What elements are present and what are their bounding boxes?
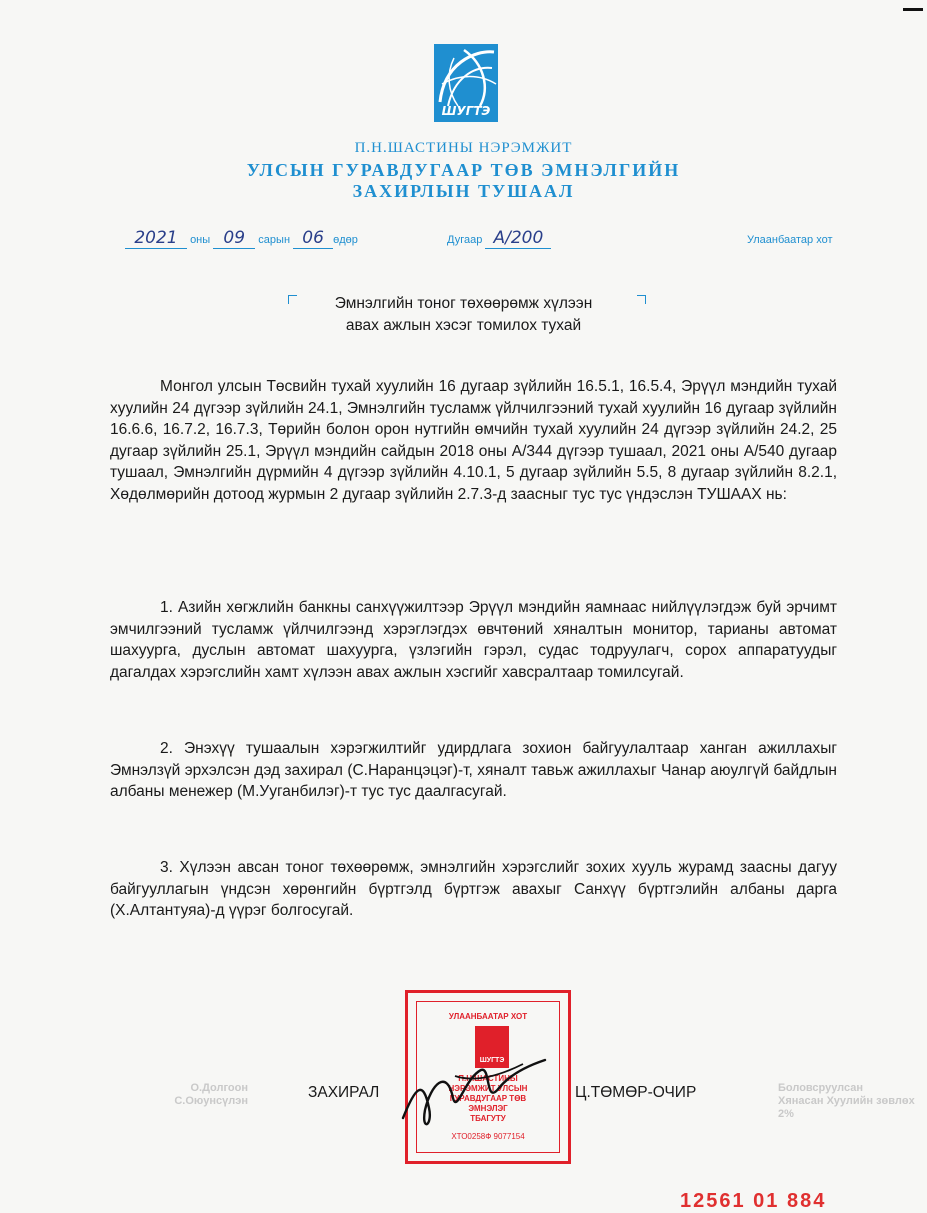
order-item-2: 2. Энэхүү тушаалын хэрэгжилтийг удирдлага зохион байгуулалтаар ханган ажиллахыг Эмнэлзүй эрхэлсэн дэд захирал (С.Наранцэцэг)-т, хяналт тавьж ажиллахыг Чанар аюулгүй байдлын албаны менежер (М.Ууганбилэг)-т тус тус даалгасугай. — [110, 740, 837, 800]
stamp-line-4: ЭМНЭЛЭГ — [468, 1104, 508, 1113]
date-field — [125, 228, 358, 249]
stamp-line-1: П.Н.ШАСТИНЫ — [458, 1074, 518, 1083]
order-title-line-1: Эмнэлгийн тоног төхөөрөмж хүлээн — [334, 295, 593, 312]
header-line-3: ЗАХИРЛЫН ТУШААЛ — [352, 181, 575, 201]
place-label: Улаанбаатар хот — [747, 234, 833, 246]
stamp-logo-icon: ШУГТЭ — [475, 1026, 509, 1068]
logo-text: ШУГТЭ — [441, 104, 491, 118]
order-number-value: A/200 — [485, 228, 551, 249]
stamp-line-5: ТБАГУТУ — [470, 1114, 506, 1123]
order-number-label: Дугаар — [447, 234, 483, 246]
stamp-top-text: УЛААНБААТАР ХОТ — [448, 1012, 528, 1021]
order-item-3: 3. Хүлээн авсан тоног төхөөрөмж, эмнэлгийн хэрэгслийг зохих хууль журамд заасны дагуу байгууллагын үндсэн хөрөнгийн бүртгэлд бүртгэж авахыг Санхүү бүртгэлийн албаны дарга (Х.Алтантуяа)-д үүрэг болгосугай. — [110, 859, 837, 919]
header-line-2: УЛСЫН ГУРАВДУГААР ТӨВ ЭМНЭЛГИЙН — [246, 160, 681, 180]
header-line-1: П.Н.ШАСТИНЫ НЭРЭМЖИТ — [354, 140, 573, 156]
stamp-bottom-text: ХТО0258Ф 9077154 — [451, 1132, 525, 1141]
order-number-field — [447, 228, 551, 249]
order-title-line-2: авах ажлын хэсэг томилох тухай — [345, 317, 582, 334]
date-day: 06 — [293, 228, 333, 249]
date-month: 09 — [213, 228, 255, 249]
signature-title: ЗАХИРАЛ — [308, 1084, 380, 1101]
signatory-name: Ц.ТӨМӨР-ОЧИР — [575, 1084, 697, 1101]
stamp-line-2: НЭРЭМЖИТ УЛСЫН — [448, 1084, 528, 1093]
stamp-line-3: ГУРАВДУГААР ТӨВ — [449, 1094, 527, 1103]
serial-number: 12561 01 884 — [680, 1190, 827, 1212]
preamble-paragraph: Монгол улсын Төсвийн тухай хуулийн 16 дугаар зүйлийн 16.5.1, 16.5.4, Эрүүл мэндийн тухай хуулийн 24 дүгээр зүйлийн 24.1, Эмнэлгийн тусламж үйлчилгээний тухай хуулийн 16 дугаар зүйлийн 16.6.6, 16.7.2, 16.7.3, Төрийн болон орон нутгийн өмчийн тухай хуулийн 24 дүгээр зүйлийн 24.2, 25 дугаар зүйлийн 25.1, Эрүүл мэндийн сайдын 2018 оны А/344 дүгээр тушаал, 2021 оны А/540 дугаар тушаал, Эмнэлгийн дүрмийн 4 дүгээр зүйлийн 4.10.1, 5 дугаар зүйлийн 5.5, 8 дугаар зүйлийн 8.2.1, Хөдөлмөрийн дотоод журмын 2 дугаар зүйлийн 2.7.3-д заасныг тус тус үндэслэн ТУШААХ нь: — [110, 378, 837, 503]
date-month-label: сарын — [258, 234, 291, 246]
date-year: 2021 — [125, 228, 187, 249]
bleed-through-names: О.Долгоон С.Оюунсүлэн — [174, 1082, 248, 1107]
hospital-logo — [434, 44, 498, 122]
bleed-through-roles: Боловсруулсан Хянасан Хуулийн зөвлөх 2% — [778, 1082, 915, 1120]
page-corner-mark — [903, 8, 923, 11]
date-year-label: оны — [190, 234, 211, 246]
date-day-label: өдөр — [333, 234, 358, 246]
order-item-1: 1. Азийн хөгжлийн банкны санхүүжилтээр Эрүүл мэндийн яамнаас нийлүүлэгдэж буй эрчимт эмчилгээний тусламж үйлчилгээнд хэрэглэгдэх өвчтөний хяналтын монитор, тарианы автомат шахуурга, дуслын автомат шахуурга, үзлэгийн гэрэл, судас тодруулагч, сорох аппаратуудыг дагалдах хэрэгслийн хамт хүлээн авах ажлын хэсгийг хавсралтаар томилсугай. — [110, 599, 837, 681]
handwritten-signature — [395, 1048, 565, 1138]
